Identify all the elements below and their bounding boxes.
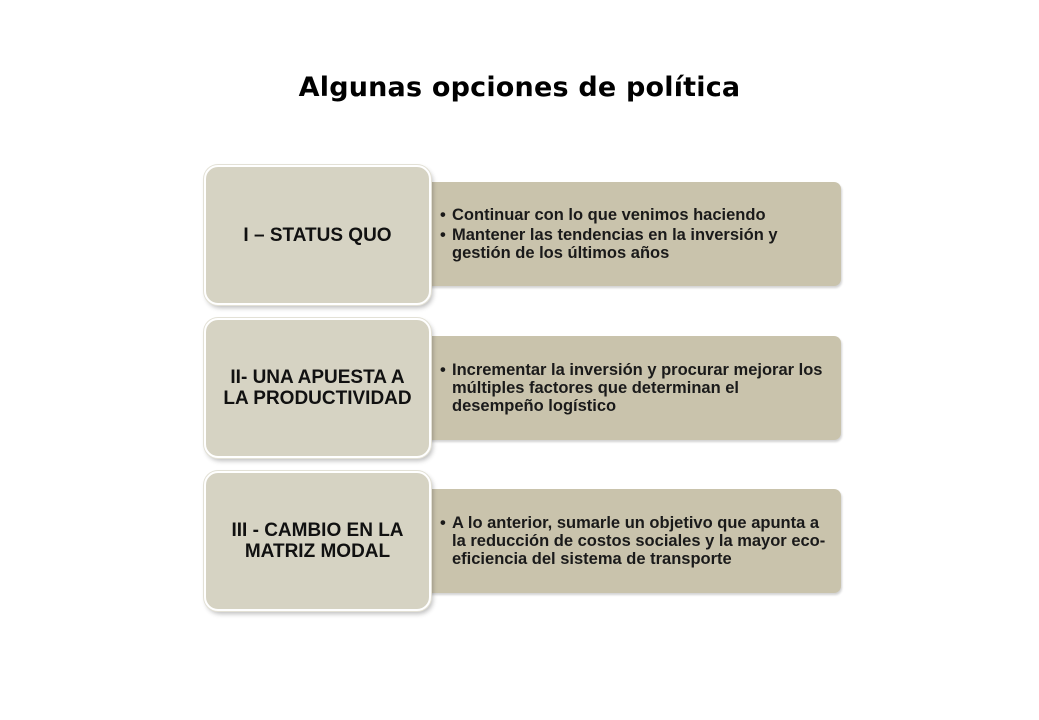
bullet-list <box>440 512 831 570</box>
option-label: III - CAMBIO EN LA MATRIZ MODAL <box>231 520 404 562</box>
option-label-box <box>204 318 431 458</box>
option-detail-box <box>410 182 841 286</box>
bullet-list <box>440 204 831 264</box>
option-label-box <box>204 165 431 305</box>
option-label: I – STATUS QUO <box>243 224 392 246</box>
option-detail-box <box>410 336 841 440</box>
option-label-box <box>204 471 431 611</box>
bullet-item: • Mantener las tendencias en la inversión y gestión de los últimos años <box>440 226 831 262</box>
bullet-list <box>440 359 831 417</box>
option-label: II- UNA APUESTA A LA PRODUCTIVIDAD <box>223 367 412 409</box>
option-detail-box <box>410 489 841 593</box>
bullet-item: • A lo anterior, sumarle un objetivo que apunta a la reducción de costos sociales y la mayor eco-eficiencia del sistema de transporte <box>440 514 831 568</box>
bullet-item: • Continuar con lo que venimos haciendo <box>440 206 831 224</box>
bullet-item: • Incrementar la inversión y procurar mejorar los múltiples factores que determinan el desempeño logístico <box>440 361 831 415</box>
slide-title: Algunas opciones de política <box>298 72 741 103</box>
